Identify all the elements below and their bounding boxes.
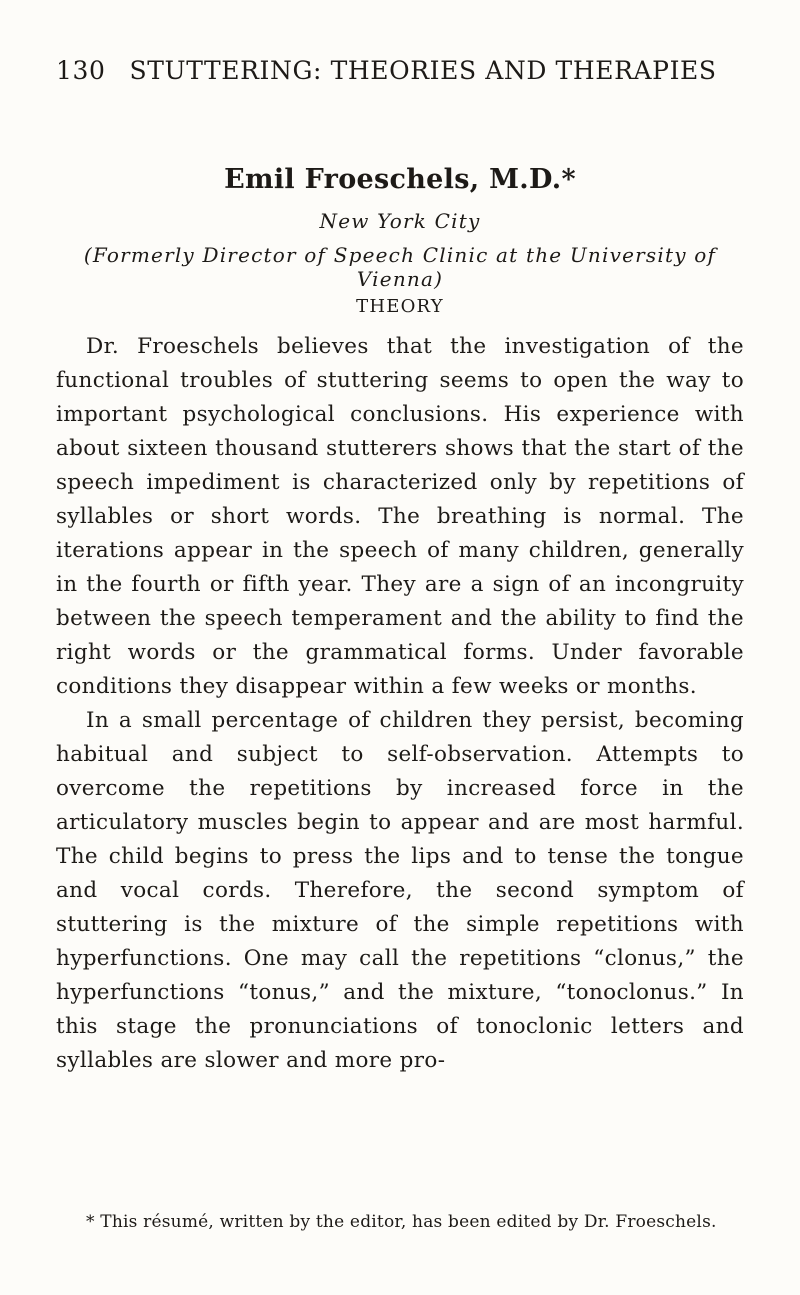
running-title: STUTTERING: THEORIES AND THERAPIES xyxy=(129,56,717,85)
paragraph: In a small percentage of children they persist, becoming habitual and subject to self-observation. Attempts to overcome the repetitions by increased force in the articulatory muscles begin to appear and are most harmful. The child begins to press the lips and to tense the tongue and vocal cords. Therefore, the second symptom of stuttering is the mixture of the simple repetitions with hyperfunctions. One may call the repetitions “clonus,” the hyperfunctions “tonus,” and the mixture, “tonoclonus.” In this stage the pronunciations of tonoclonic letters and syllables are slower and more pro- xyxy=(56,708,744,1073)
author-city: New York City xyxy=(319,209,481,233)
author-name: Emil Froeschels, M.D.* xyxy=(224,164,576,195)
body-text xyxy=(56,330,744,1078)
paragraph: Dr. Froeschels believes that the investigation of the functional troubles of stuttering seems to open the way to important psychological conclusions. His experience with about sixteen thousand stutterers shows that the start of the speech impediment is characterized only by repetitions of syllables or short words. The breathing is normal. The iterations appear in the speech of many children, generally in the fourth or fifth year. They are a sign of an incongruity between the speech temperament and the ability to find the right words or the grammatical forms. Under favorable conditions they disappear within a few weeks or months. xyxy=(56,334,744,699)
page-number: 130 xyxy=(56,56,106,85)
footnote: * This résumé, written by the editor, has been edited by Dr. Froeschels. xyxy=(86,1212,717,1232)
running-head xyxy=(56,56,744,85)
section-heading: THEORY xyxy=(356,296,444,317)
author-affiliation: (Formerly Director of Speech Clinic at the University of Vienna) xyxy=(83,243,717,291)
